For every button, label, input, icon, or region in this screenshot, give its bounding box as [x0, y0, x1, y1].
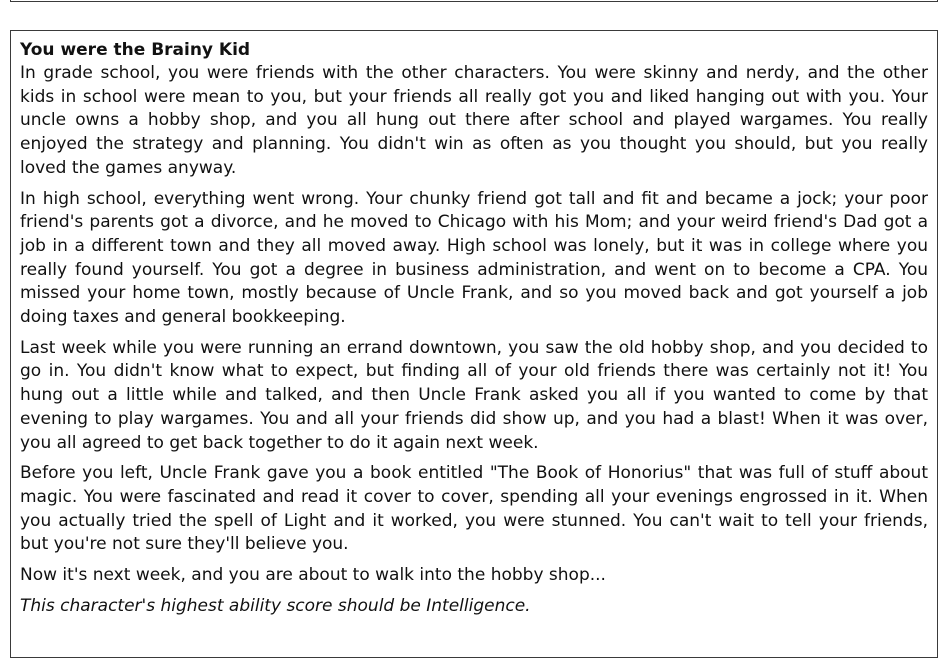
paragraph-book: Before you left, Uncle Frank gave you a book entitled "The Book of Honorius" that was full of stuff about magic. You were fascinated and read it cover to cover, spending all your evenings engrossed in it. When you actually tried the spell of Light and it worked, you were stunned. You can't wait to tell your friends, but you're not sure they'll believe you.	[20, 463, 928, 555]
paragraph-grade-school: In grade school, you were friends with the other characters. You were skinny and nerdy, and the other kids in school were mean to you, but your friends all really got you and liked hanging out with you. Your uncle owns a hobby shop, and you all hung out there after school and played wargames. You really enjoyed the strategy and planning. You didn't win as often as you thought you should, but you really loved the games anyway.	[20, 63, 928, 178]
paragraph-last-week: Last week while you were running an errand downtown, you saw the old hobby shop, and you decided to go in. You didn't know what to expect, but finding all of your old friends there was certainly not it! You hung out a little while and talked, and then Uncle Frank asked you all if you wanted to come by that evening to play wargames. You and all your friends did show up, and you had a blast! When it was over, you all agreed to get back together to do it again next week.	[20, 337, 928, 453]
previous-card-edge	[10, 0, 938, 2]
ability-score-note: This character's highest ability score should be Intelligence.	[20, 595, 531, 616]
card-title: You were the Brainy Kid	[20, 40, 251, 60]
paragraph-now: Now it's next week, and you are about to walk into the hobby shop...	[20, 565, 606, 586]
paragraph-high-school: In high school, everything went wrong. Your chunky friend got tall and fit and became a jock; your poor friend's parents got a divorce, and he moved to Chicago with his Mom; and your weird friend's Dad got a job in a different town and they all moved away. High school was lonely, but it was in college where you really found yourself. You got a degree in business administration, and went on to become a CPA. You missed your home town, mostly because of Uncle Frank, and so you moved back and got yourself a job doing taxes and general bookkeeping.	[20, 188, 928, 328]
character-card	[10, 30, 938, 658]
